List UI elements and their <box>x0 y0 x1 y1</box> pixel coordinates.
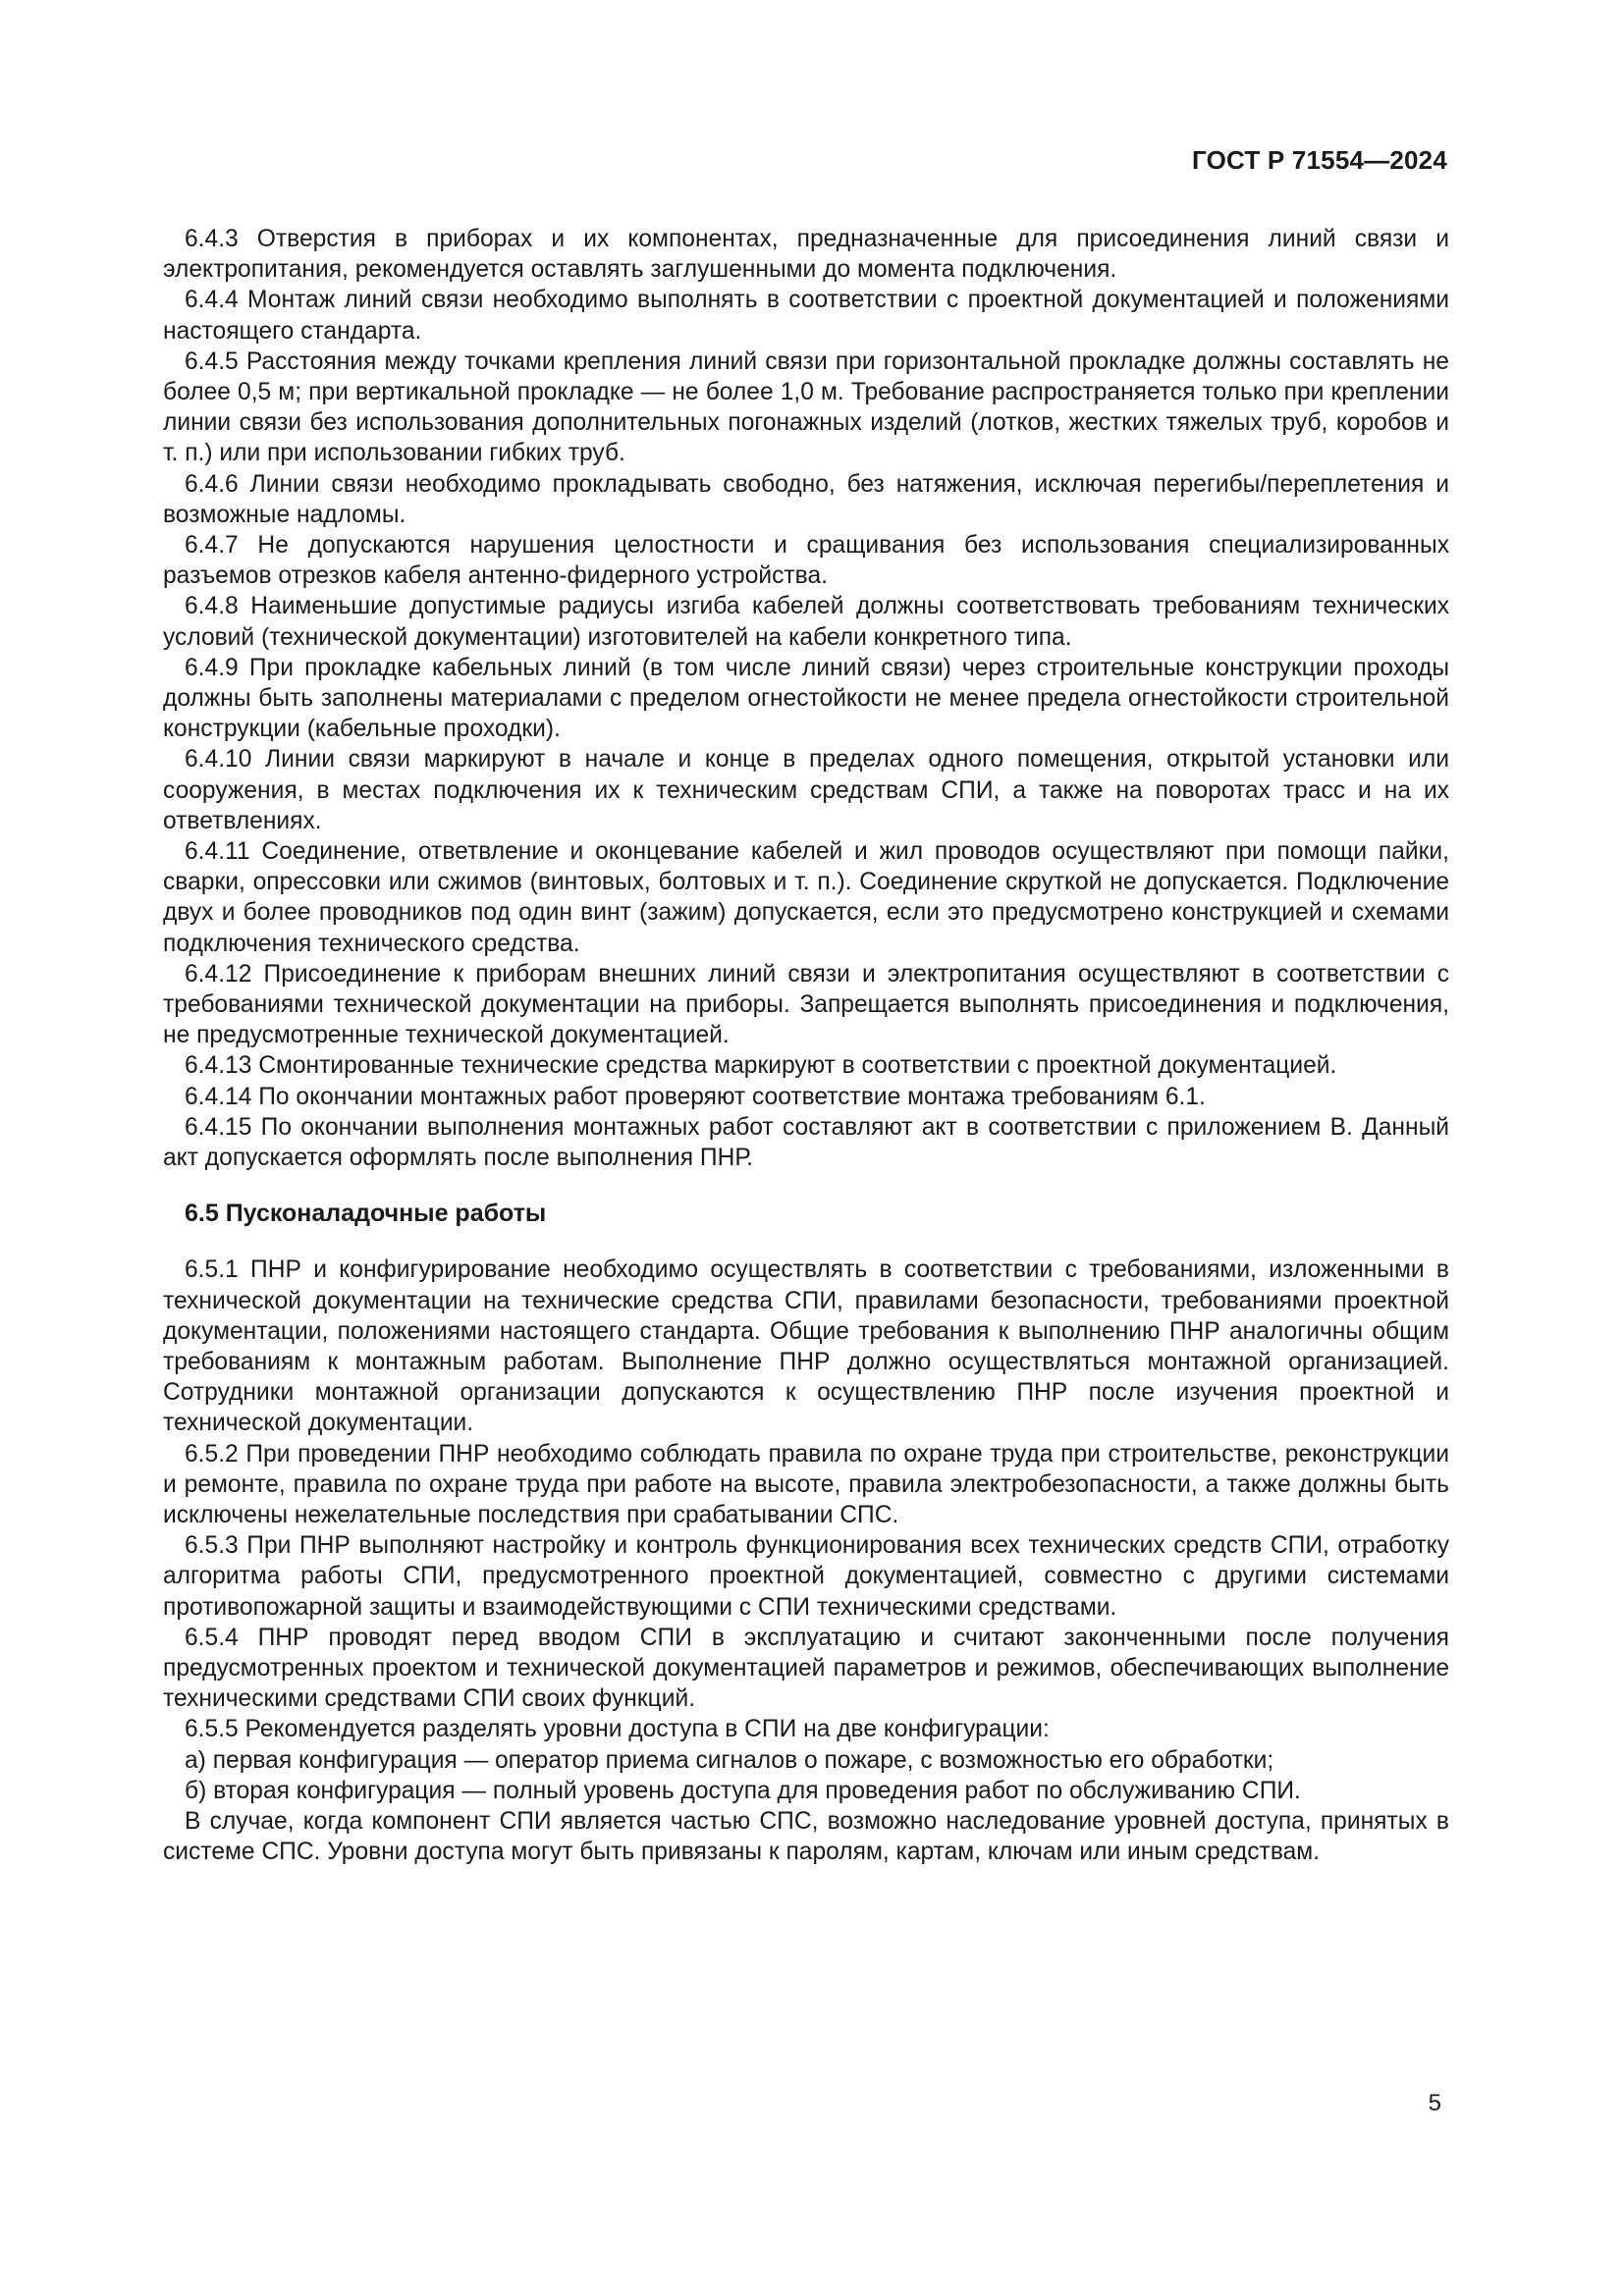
paragraph-6-5-1: 6.5.1 ПНР и конфигурирование необходимо осуществлять в соответствии с требованиями, изложенными в технической документации на технические средства СПИ, правилами безопасности, требованиями проектной документации, положениями настоящего стандарта. Общие требования к выполнению ПНР аналогичны общим требованиям к монтажным работам. Выполнение ПНР должно осуществляться монтажной организацией. Сотрудники монтажной организации допускаются к осуществлению ПНР после изучения проектной и технической документации. <box>163 1256 1449 1437</box>
paragraph-6-4-12: 6.4.12 Присоединение к приборам внешних линий связи и электропитания осуществляют в соответствии с требованиями технической документации на приборы. Запрещается выполнять присоединения и подключения, не предусмотренные технической документацией. <box>163 960 1449 1049</box>
paragraph-6-4-13: 6.4.13 Смонтированные технические средства маркируют в соответствии с проектной документацией. <box>185 1052 1337 1080</box>
paragraph-6-5-5: 6.5.5 Рекомендуется разделять уровни доступа в СПИ на две конфигурации: <box>185 1716 1050 1743</box>
paragraph-6-4-6: 6.4.6 Линии связи необходимо прокладывать свободно, без натяжения, исключая перегибы/переплетения и возможные надломы. <box>163 470 1449 528</box>
list-item-a: а) первая конфигурация — оператор приема сигналов о пожаре, с возможностью его обработки; <box>185 1746 1274 1774</box>
section-heading-6-5: 6.5 Пусконаладочные работы <box>185 1200 547 1228</box>
paragraph-6-4-4: 6.4.4 Монтаж линий связи необходимо выполнять в соответствии с проектной документацией и положениями настоящего стандарта. <box>163 287 1449 345</box>
paragraph-6-4-15: 6.4.15 По окончании выполнения монтажных работ составляют акт в соответствии с приложением В. Данный акт допускается оформлять после выполнения ПНР. <box>163 1113 1449 1172</box>
paragraph-6-4-11: 6.4.11 Соединение, ответвление и оконцевание кабелей и жил проводов осуществляют при помощи пайки, сварки, опрессовки или сжимов (винтовых, болтовых и т. п.). Соединение скруткой не допускается. Подключение двух и более проводников под один винт (зажим) допускается, если это предусмотрено конструкцией и схемами подключения технического средства. <box>163 838 1449 957</box>
paragraph-6-4-7: 6.4.7 Не допускаются нарушения целостности и сращивания без использования специализированных разъемов отрезков кабеля антенно-фидерного устройства. <box>163 532 1449 590</box>
paragraph-6-4-9: 6.4.9 При прокладке кабельных линий (в том числе линий связи) через строительные конструкции проходы должны быть заполнены материалами с пределом огнестойкости не менее предела огнестойкости строительной конструкции (кабельные проходки). <box>163 654 1449 743</box>
paragraph-6-5-3: 6.5.3 При ПНР выполняют настройку и контроль функционирования всех технических средств СПИ, отработку алгоритма работы СПИ, предусмотренного проектной документацией, совместно с другими системами противопожарной защиты и взаимодействующими с СПИ техническими средствами. <box>163 1532 1449 1621</box>
paragraph-6-4-14: 6.4.14 По окончании монтажных работ проверяют соответствие монтажа требованиям 6.1. <box>185 1083 1206 1110</box>
paragraph-6-4-5: 6.4.5 Расстояния между точками крепления линий связи при горизонтальной прокладке должны составлять не более 0,5 м; при вертикальной прокладке — не более 1,0 м. Требование распространяется только при креплении линии связи без использования дополнительных погонажных изделий (лотков, жестких тяжелых труб, коробов и т. п.) или при использовании гибких труб. <box>163 347 1449 467</box>
document-id-header: ГОСТ Р 71554—2024 <box>1192 145 1447 175</box>
section-6-5-items <box>163 1255 1449 1867</box>
paragraph-6-4-10: 6.4.10 Линии связи маркируют в начале и конце в пределах одного помещения, открытой установки или сооружения, в местах подключения их к техническим средствам СПИ, а также на поворотах трасс и на их ответвлениях. <box>163 746 1449 834</box>
paragraph-6-5-4: 6.5.4 ПНР проводят перед вводом СПИ в эксплуатацию и считают законченными после получения предусмотренных проектом и технической документацией параметров и режимов, обеспечивающих выполнение техническими средствами СПИ своих функций. <box>163 1624 1449 1713</box>
page-number: 5 <box>1428 2090 1441 2116</box>
page-content <box>163 224 1449 1867</box>
paragraph-6-4-8: 6.4.8 Наименьшие допустимые радиусы изгиба кабелей должны соответствовать требованиям технических условий (технической документации) изготовителей на кабели конкретного типа. <box>163 593 1449 651</box>
paragraph-6-4-3: 6.4.3 Отверстия в приборах и их компонентах, предназначенные для присоединения линий связи и электропитания, рекомендуется оставлять заглушенными до момента подключения. <box>163 226 1449 284</box>
paragraph-access-levels: В случае, когда компонент СПИ является частью СПС, возможно наследование уровней доступа, принятых в системе СПС. Уровни доступа могут быть привязаны к паролям, картам, ключам или иным средствам. <box>163 1807 1449 1866</box>
paragraph-6-5-2: 6.5.2 При проведении ПНР необходимо соблюдать правила по охране труда при строительстве, реконструкции и ремонте, правила по охране труда при работе на высоте, правила электробезопасности, а также должны быть исключены нежелательные последствия при срабатывании СПС. <box>163 1440 1449 1528</box>
section-6-4-items <box>163 224 1449 1173</box>
list-item-b: б) вторая конфигурация — полный уровень доступа для проведения работ по обслуживанию СПИ. <box>185 1777 1301 1804</box>
